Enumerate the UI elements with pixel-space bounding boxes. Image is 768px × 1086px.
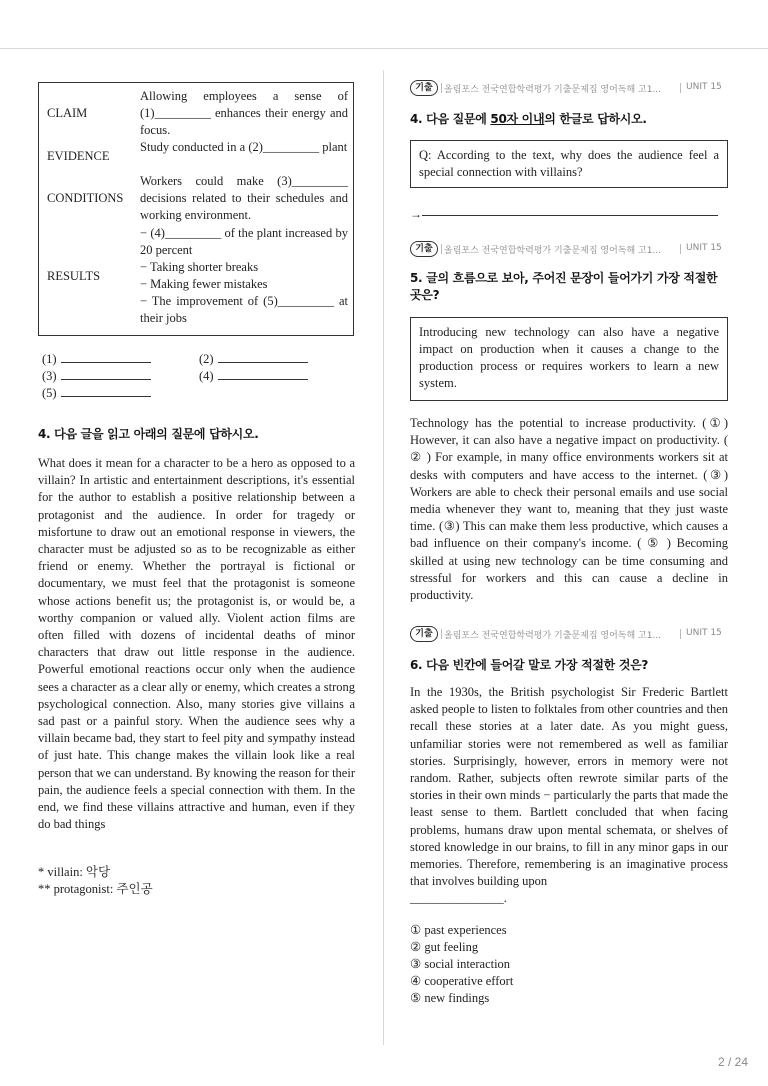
- table-row-conditions: [39, 173, 353, 225]
- separator: [680, 629, 681, 639]
- answer-line[interactable]: [410, 207, 718, 222]
- footnotes: [38, 864, 355, 898]
- passage-text: In the 1930s, the British psychologist Sir Frederic Bartlett asked people to listen to folktales from other countries and then recall these stories at a later date. As you might guess, unfamiliar stories were not remembered as well as familiar stories. Surprisingly, however, errors in memory were not random. Rather, subjects often rewrote similar parts of the stories in their own minds − particularly the parts that made the least sense to them. Bartlett concluded that when facing problems, humans draw upon mental schemata, or shelves of stored knowledge in our brains, to fill in any minor gaps in our memories. Therefore, remembering is an imaginative process that involves building upon: [410, 685, 728, 889]
- table-row-evidence: [39, 139, 353, 173]
- option-4[interactable]: ④ cooperative effort: [410, 974, 514, 988]
- separator: [441, 244, 442, 254]
- footnote-villain: * villain: 악당: [38, 865, 111, 879]
- top-divider: [0, 48, 768, 49]
- q4-left-passage: [38, 455, 355, 833]
- passage-text: What does it mean for a character to be a hero as opposed to a villain? In artistic and entertainment descriptions, it's essential for the author to establish a positive relationship between a protagonist and the audience. In order for tragedy or misfortune to draw out an emotional response in viewers, the character must be adjusted so as to be recognizable as either friend or enemy. Whether the portrayal is fictional or documentary, we must feel that the protagonist is someone whose actions benefit us; the protagonist is, or would be, a worthy companion or valued ally. Violent action films are often filled with dozens of incidental deaths of minor characters that draw out little response in the audience. Powerful emotional reactions occur only when the audience sees a character as a clear ally or enemy, which creates a strong psychological connection. Also, many stories give villains a sad past or a painful story. When the audience sees why a villain became bad, they start to feel pity and sympathy instead of just hate. This change makes the villain look like a real person that we can understand. By knowing the reason for their pain, the audience feels a special connection with them. In the end, we find these villains attractive and human, even if they do bad things: [38, 456, 355, 832]
- gichul-badge: 기출: [410, 241, 438, 257]
- blank-5[interactable]: (5): [42, 384, 151, 402]
- gichul-badge: 기출: [410, 80, 438, 96]
- column-divider: [383, 70, 384, 1045]
- option-2[interactable]: ② gut feeling: [410, 940, 479, 954]
- arrow-icon: →: [410, 207, 422, 221]
- source-text: 올림포스 전국연합학력평가 기출문제집 영어독해 고1...: [444, 85, 662, 95]
- separator: [680, 244, 681, 254]
- q4-right-heading: [410, 110, 647, 127]
- passage-text: Technology has the potential to increase productivity. (①) However, it can also have a negative impact on productivity. ( ② ) For example, in many office environments workers sit at desks with computers and have access to the internet. (③) Workers are able to check their personal emails and use social media whenever they want to, meaning that they just waste time. (③) This can make them less productive, which causes a bad influence on their company's income. ( ⑤ ) Becoming skilled at using new technology can be time consuming and stressful for workers and this can cause a decline in productivity.: [410, 416, 728, 603]
- given-sentence: Introducing new technology can also have a negative impact on production when it causes a change to the production process or requires workers to learn a new system.: [419, 325, 719, 390]
- table-value: Workers could make (3)_________ decisions related to their schedules and working environment.: [140, 174, 348, 222]
- separator: [441, 83, 442, 93]
- separator: [680, 83, 681, 93]
- table-key: RESULTS: [47, 269, 101, 283]
- separator: [441, 629, 442, 639]
- table-key: CONDITIONS: [47, 191, 124, 205]
- q4-question-box: [410, 140, 728, 188]
- table-value: Study conducted in a (2)_________ plant: [140, 140, 348, 154]
- summary-table: [38, 82, 354, 336]
- table-value: Allowing employees a sense of (1)_________ enhances their energy and focus.: [140, 89, 348, 137]
- unit-label: UNIT 15: [686, 628, 722, 638]
- q6-options: [410, 922, 513, 1007]
- blank-end: _______________.: [410, 891, 507, 906]
- gichul-badge: 기출: [410, 626, 438, 642]
- blank-4[interactable]: (4): [199, 367, 308, 385]
- unit-label: UNIT 15: [686, 82, 722, 92]
- q5-passage: [410, 415, 728, 604]
- q4-left-heading: 4. 다음 글을 읽고 아래의 질문에 답하시오.: [38, 427, 259, 441]
- source-text: 올림포스 전국연합학력평가 기출문제집 영어독해 고1...: [444, 246, 662, 256]
- blank-2[interactable]: (2): [199, 350, 308, 368]
- source-tag-row: [410, 241, 730, 259]
- option-5[interactable]: ⑤ new findings: [410, 991, 490, 1005]
- q5-heading: 5. 글의 흐름으로 보아, 주어진 문장이 들어가기 가장 적절한 곳은?: [410, 271, 718, 302]
- q6-passage: [410, 684, 728, 908]
- blank-1[interactable]: (1): [42, 350, 151, 368]
- q5-given-sentence-box: [410, 317, 728, 401]
- table-row-results: [39, 225, 353, 329]
- heading-part: 의 한글로 답하시오.: [544, 112, 647, 126]
- source-text: 올림포스 전국연합학력평가 기출문제집 영어독해 고1...: [444, 631, 662, 641]
- unit-label: UNIT 15: [686, 243, 722, 253]
- option-1[interactable]: ① past experiences: [410, 923, 507, 937]
- page-number: 2 / 24: [717, 1055, 748, 1069]
- heading-underlined: 50자 이내: [490, 112, 545, 126]
- source-tag-row: [410, 626, 730, 644]
- blank-3[interactable]: (3): [42, 367, 151, 385]
- question-text: Q: According to the text, why does the audience feel a special connection with villains?: [419, 148, 719, 179]
- footnote-protagonist: ** protagonist: 주인공: [38, 882, 153, 897]
- table-row-claim: [39, 88, 353, 142]
- source-tag-row: [410, 80, 730, 98]
- table-key: CLAIM: [47, 106, 88, 120]
- table-key: EVIDENCE: [47, 149, 110, 163]
- heading-part: 4. 다음 질문에: [410, 112, 491, 126]
- table-value: − (4)_________ of the plant increased by 20 percent − Taking shorter breaks − Making fewer mistakes − The improvement of (5)_________ at their jobs: [140, 226, 348, 325]
- q6-heading: 6. 다음 빈칸에 들어갈 말로 가장 적절한 것은?: [410, 658, 649, 672]
- option-3[interactable]: ③ social interaction: [410, 957, 511, 971]
